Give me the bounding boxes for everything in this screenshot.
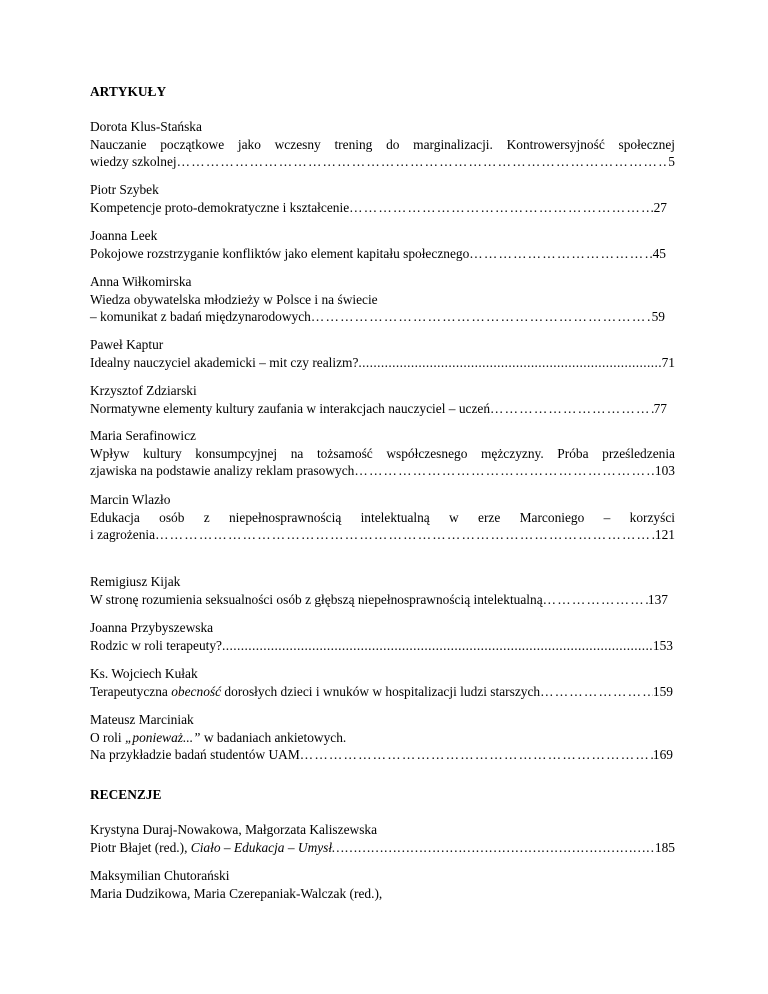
toc-entry — [90, 118, 675, 171]
entry-author: Marcin Wlazło — [90, 492, 171, 507]
entry-page-number: 71 — [661, 354, 675, 370]
section-heading-articles: ARTYKUŁY — [90, 84, 167, 99]
entry-title: Idealny nauczyciel akademicki – mit czy realizm? — [90, 354, 359, 370]
toc-entry — [90, 619, 675, 654]
entry-title-continued: – komunikat z badań międzynarodowych — [90, 309, 311, 325]
entry-author: Joanna Przybyszewska — [90, 620, 214, 635]
dot-leader — [332, 839, 655, 857]
dot-leader — [490, 400, 654, 418]
entry-title-row — [90, 683, 673, 701]
toc-entry — [90, 867, 675, 902]
entry-title-continued: i zagrożenia — [90, 527, 156, 543]
entry-title: Rodzic w roli terapeuty? — [90, 637, 222, 653]
entry-page-number: 153 — [652, 637, 673, 653]
entry-title-row — [90, 308, 665, 326]
entry-author: Joanna Leek — [90, 228, 158, 243]
dot-leader — [540, 683, 653, 701]
entry-title: Maria Dudzikowa, Maria Czerepaniak-Walczak (red.), — [90, 885, 383, 901]
toc-entry — [90, 273, 675, 326]
entry-page-number: 77 — [653, 400, 667, 416]
entry-title: O roli „ponieważ...” w badaniach ankietowych. — [90, 729, 347, 745]
entry-title-continued: Na przykładzie badań studentów UAM — [90, 747, 300, 763]
entry-title-row — [90, 526, 675, 544]
toc-entry — [90, 181, 675, 216]
entry-title: Kompetencje proto-demokratyczne i kształcenie — [90, 199, 350, 215]
entry-title-row — [90, 637, 673, 655]
entry-author: Krystyna Duraj-Nowakowa, Małgorzata Kaliszewska — [90, 822, 378, 837]
entry-author: Krzysztof Zdziarski — [90, 383, 197, 398]
toc-entry — [90, 382, 675, 417]
entry-title: Wiedza obywatelska młodzieży w Polsce i na świecie — [90, 291, 378, 307]
entry-title-row — [90, 153, 675, 171]
entry-page-number: 159 — [652, 683, 673, 699]
entry-title-continued: zjawiska na podstawie analizy reklam prasowych — [90, 463, 355, 479]
entry-title: Wpływ kultury konsumpcyjnej na tożsamość współczesnego mężczyzny. Próba prześledzenia — [90, 445, 675, 461]
dot-leader — [155, 526, 655, 544]
dot-leader — [177, 153, 669, 171]
entry-page-number: 45 — [652, 245, 666, 261]
dot-leader — [311, 308, 652, 326]
entry-page-number: 59 — [651, 309, 665, 325]
entry-title: Edukacja osób z niepełnosprawnością intelektualną w erze Marconiego – korzyści — [90, 509, 675, 525]
entry-title-row — [90, 199, 667, 217]
entry-page-number: 169 — [652, 747, 673, 763]
entry-author: Paweł Kaptur — [90, 337, 164, 352]
toc-entry — [90, 227, 675, 262]
entry-author: Maria Serafinowicz — [90, 428, 196, 443]
entry-title-row — [90, 839, 675, 857]
entry-author: Remigiusz Kijak — [90, 574, 181, 589]
entry-title-row — [90, 245, 666, 263]
dot-leader — [354, 462, 655, 480]
dot-leader — [222, 637, 653, 655]
dot-leader — [349, 199, 653, 217]
entry-title-row — [90, 354, 675, 372]
toc-entry — [90, 491, 675, 544]
entry-page-number: 27 — [653, 199, 667, 215]
dot-leader — [543, 591, 648, 609]
entry-page-number: 5 — [668, 154, 675, 170]
entry-page-number: 121 — [654, 527, 675, 543]
entry-title: Pokojowe rozstrzyganie konfliktów jako element kapitału społecznego — [90, 245, 470, 261]
entry-title-row — [90, 746, 673, 764]
entry-title: Normatywne elementy kultury zaufania w interakcjach nauczyciel – uczeń — [90, 400, 491, 416]
toc-entry — [90, 573, 675, 608]
dot-leader — [300, 746, 653, 764]
entry-author: Dorota Klus-Stańska — [90, 119, 202, 134]
section-heading-reviews: RECENZJE — [90, 787, 162, 802]
entry-title-continued: wiedzy szkolnej — [90, 154, 177, 170]
entry-author: Maksymilian Chutorański — [90, 868, 230, 883]
entry-author: Anna Wiłkomirska — [90, 274, 192, 289]
entry-page-number: 103 — [654, 463, 675, 479]
entry-title: Piotr Błajet (red.), Ciało – Edukacja – Umysł — [90, 839, 333, 855]
entry-page-number: 185 — [654, 839, 675, 855]
entry-title: Terapeutyczna obecność dorosłych dzieci i wnuków w hospitalizacji ludzi starszych — [90, 683, 541, 699]
entry-title: W stronę rozumienia seksualności osób z głębszą niepełnosprawnością intelektualną — [90, 591, 543, 607]
entry-author: Mateusz Marciniak — [90, 712, 194, 727]
entry-title-row — [90, 591, 668, 609]
toc-entry — [90, 821, 675, 856]
dot-leader — [469, 245, 652, 263]
toc-entry — [90, 711, 675, 764]
toc-entry — [90, 336, 675, 371]
entry-title-row — [90, 400, 667, 418]
entry-title-row — [90, 462, 675, 480]
entry-title: Nauczanie początkowe jako wczesny trening do marginalizacji. Kontrowersyjność społecznej — [90, 136, 675, 152]
toc-entry — [90, 665, 675, 700]
entry-page-number: 137 — [647, 591, 668, 607]
toc-entry — [90, 427, 675, 480]
entry-author: Ks. Wojciech Kułak — [90, 666, 198, 681]
entry-author: Piotr Szybek — [90, 182, 159, 197]
dot-leader — [358, 354, 661, 372]
